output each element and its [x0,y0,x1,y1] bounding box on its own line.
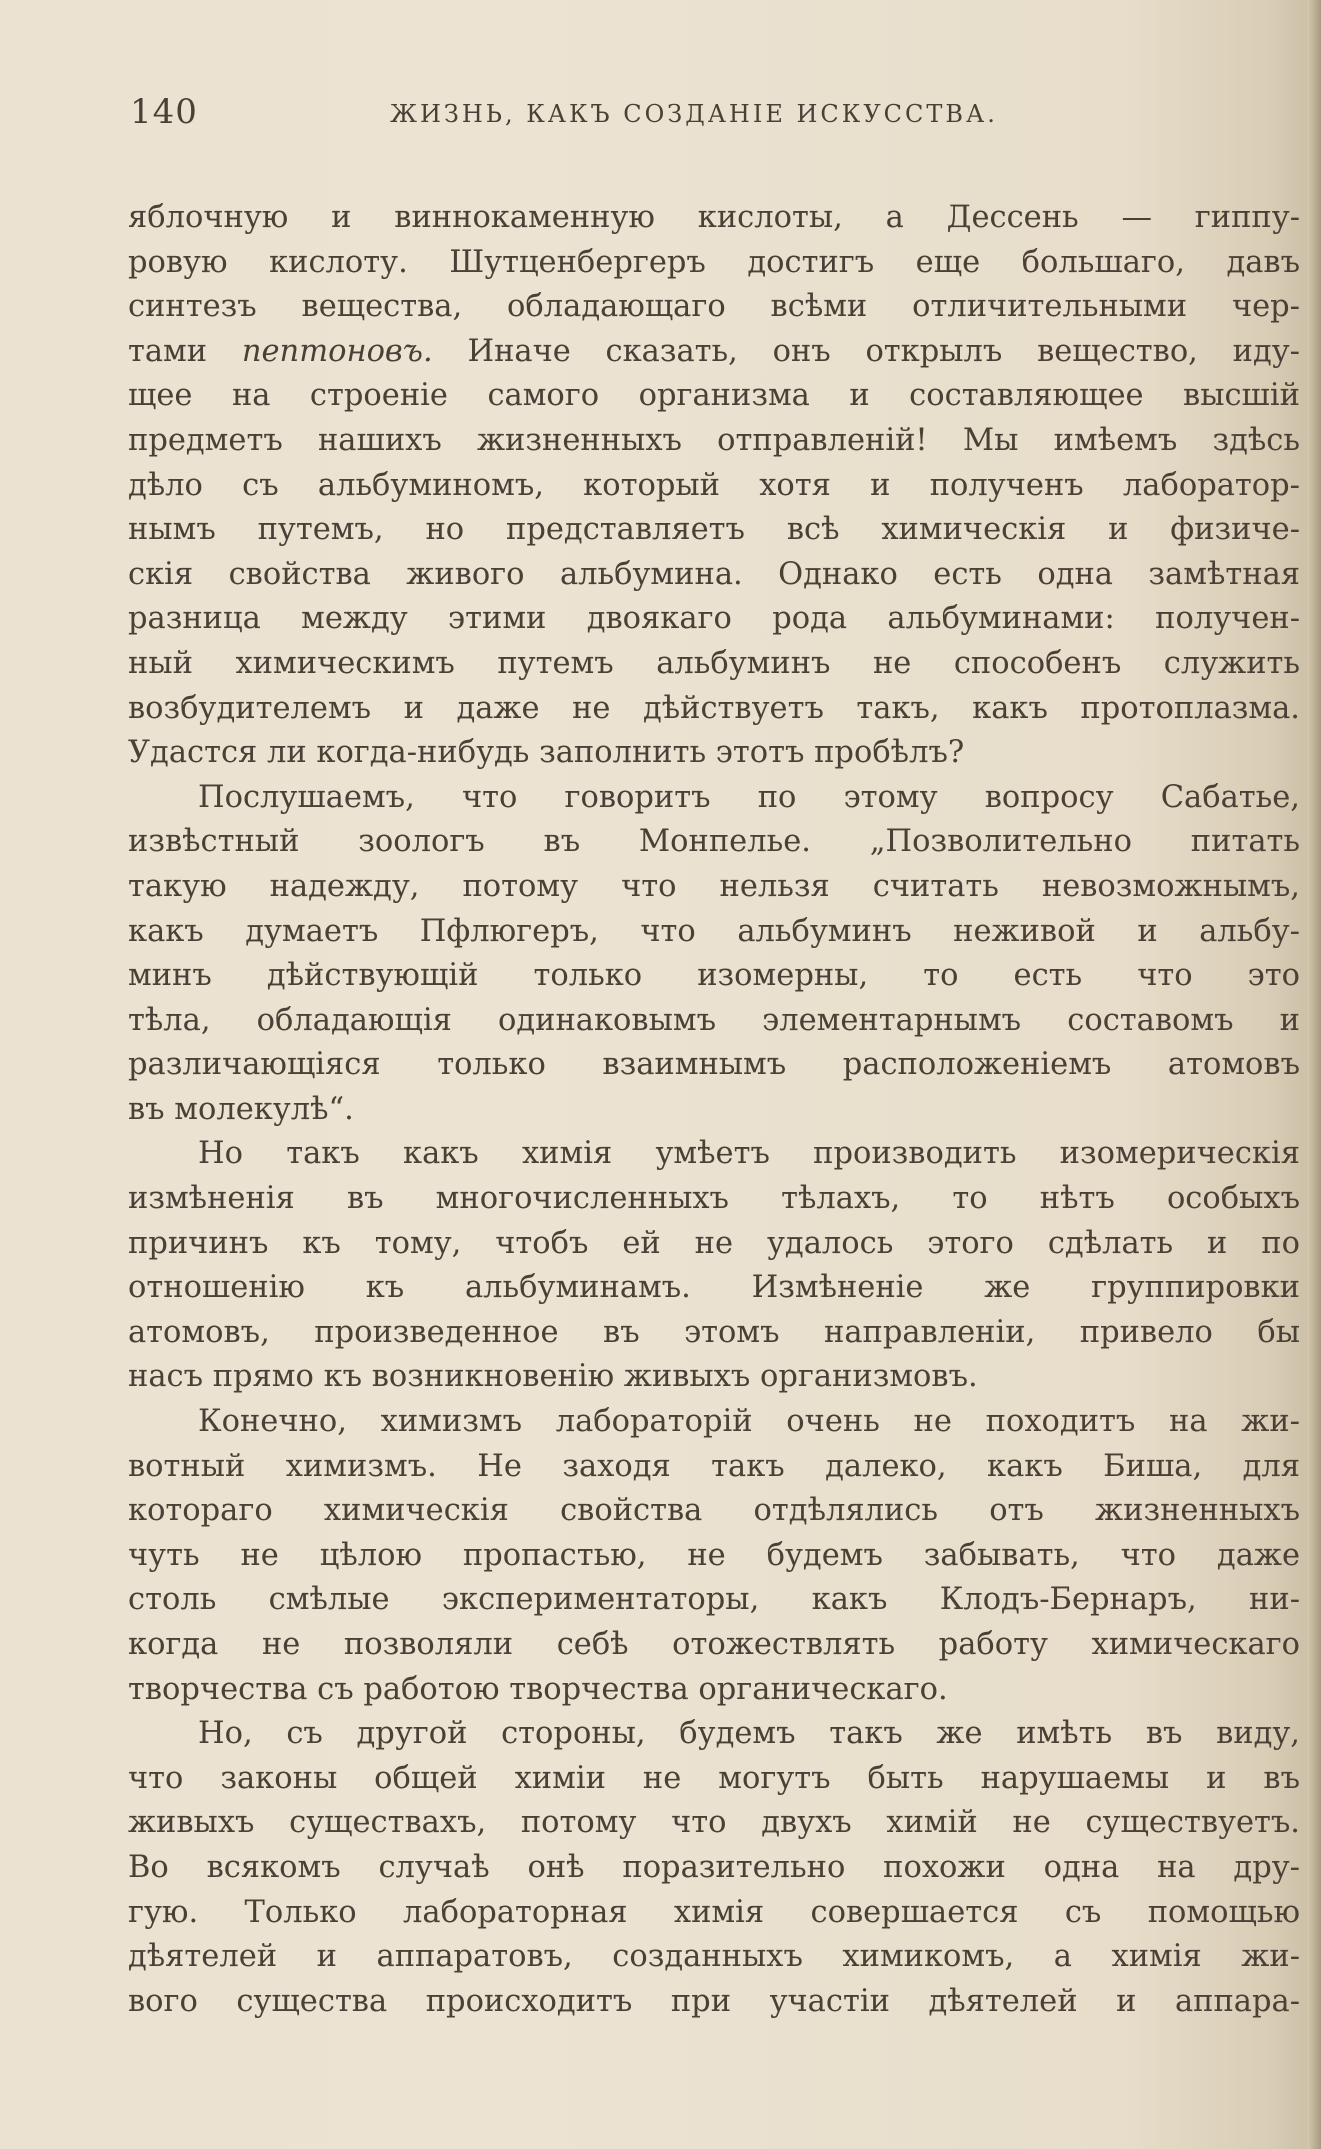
text-line: измѣненія въ многочисленныхъ тѣлахъ, то нѣтъ особыхъ [128,1181,1300,1217]
text-line: разница между этими двоякаго рода альбуминами: получен- [128,601,1300,637]
paragraph [128,1132,1300,1400]
text-line: вого существа происходитъ при участіи дѣятелей и аппара- [128,1983,1300,2019]
paragraph [128,776,1300,1133]
text-line: Конечно, химизмъ лабораторій очень не походитъ на жи- [198,1404,1300,1440]
text-line: предметъ нашихъ жизненныхъ отправленій! Мы имѣемъ здѣсь [128,422,1300,458]
text-line: Удастся ли когда-нибудь заполнить этотъ пробѣлъ? [128,735,965,771]
text-line: столь смѣлые экспериментаторы, какъ Клодъ-Бернаръ, ни- [128,1582,1300,1618]
emphasized-term: пептоновъ. [241,333,433,369]
text-line: дѣло съ альбуминомъ, который хотя и полученъ лаборатор- [128,467,1300,503]
text-line: гую. Только лабораторная химія совершается съ помощью [128,1894,1300,1930]
text-line: когда не позволяли себѣ отожествлять работу химическаго [128,1627,1300,1662]
text-line: различающіяся только взаимнымъ расположеніемъ атомовъ [128,1047,1300,1083]
page-number: 140 [130,92,198,132]
text-line: творчества съ работою творчества органическаго. [128,1671,948,1707]
text-line: Но, съ другой стороны, будемъ такъ же имѣть въ виду, [198,1716,1300,1752]
text-line: такую надежду, потому что нельзя считать невозможнымъ, [128,868,1300,904]
paragraph [128,1400,1300,1712]
text-line: извѣстный зоологъ въ Монпелье. „Позволительно питать [128,824,1300,860]
text-line: въ молекулѣ“. [128,1091,354,1127]
text-line: минъ дѣйствующій только изомерны, то есть что это [128,958,1300,994]
paragraph [128,1712,1300,2024]
text-line: синтезъ вещества, обладающаго всѣми отличительными чер- [128,289,1300,325]
text-line [128,330,1300,375]
running-title: ЖИЗНЬ, КАКЪ СОЗДАНІЕ ИСКУССТВА. [390,100,998,128]
page-edge-shadow [1307,0,1321,2149]
text-line: котораго химическія свойства отдѣлялись отъ жизненныхъ [128,1493,1300,1529]
text-line: причинъ къ тому, чтобъ ей не удалось этого сдѣлать и по [128,1225,1300,1261]
text-line: ровую кислоту. Шутценбергеръ достигъ еще большаго, давъ [128,244,1300,280]
text-segment: Иначе сказать, онъ открылъ вещество, иду- [432,333,1300,369]
text-line: нымъ путемъ, но представляетъ всѣ химическія и физиче- [128,512,1300,548]
text-line: тѣла, обладающія одинаковымъ элементарнымъ составомъ и [128,1002,1300,1038]
text-line: Но такъ какъ химія умѣетъ производить изомерическія [198,1136,1300,1172]
text-line: Во всякомъ случаѣ онѣ поразительно похожи одна на дру- [128,1849,1300,1885]
text-line: насъ прямо къ возникновенію живыхъ организмовъ. [128,1359,978,1395]
text-line: яблочную и виннокаменную кислоты, а Дессень — гиппу- [128,200,1300,235]
text-line: ный химическимъ путемъ альбуминъ не способенъ служить [128,645,1300,681]
text-line: возбудителемъ и даже не дѣйствуетъ такъ, какъ протоплазма. [128,690,1300,726]
text-line: скія свойства живого альбумина. Однако есть одна замѣтная [128,556,1300,592]
text-line: что законы общей химіи не могутъ быть нарушаемы и въ [128,1760,1300,1796]
text-line: какъ думаетъ Пфлюгеръ, что альбуминъ неживой и альбу- [128,913,1300,949]
text-line: отношенію къ альбуминамъ. Измѣненіе же группировки [128,1270,1300,1306]
text-segment: тами [128,333,242,369]
page-header [130,92,1300,142]
text-line: живыхъ существахъ, потому что двухъ химій не существуетъ. [128,1805,1300,1841]
text-line: Послушаемъ, что говоритъ по этому вопросу Сабатье, [198,779,1300,815]
paragraph [128,196,1300,776]
text-line: щее на строеніе самого организма и составляющее высшій [128,378,1300,414]
text-line: атомовъ, произведенное въ этомъ направленіи, привело бы [128,1314,1300,1350]
body-text [128,196,1300,2024]
text-line: дѣятелей и аппаратовъ, созданныхъ химикомъ, а химія жи- [128,1939,1300,1975]
text-line: вотный химизмъ. Не заходя такъ далеко, какъ Биша, для [128,1448,1300,1484]
text-line: чуть не цѣлою пропастью, не будемъ забывать, что даже [128,1537,1300,1573]
